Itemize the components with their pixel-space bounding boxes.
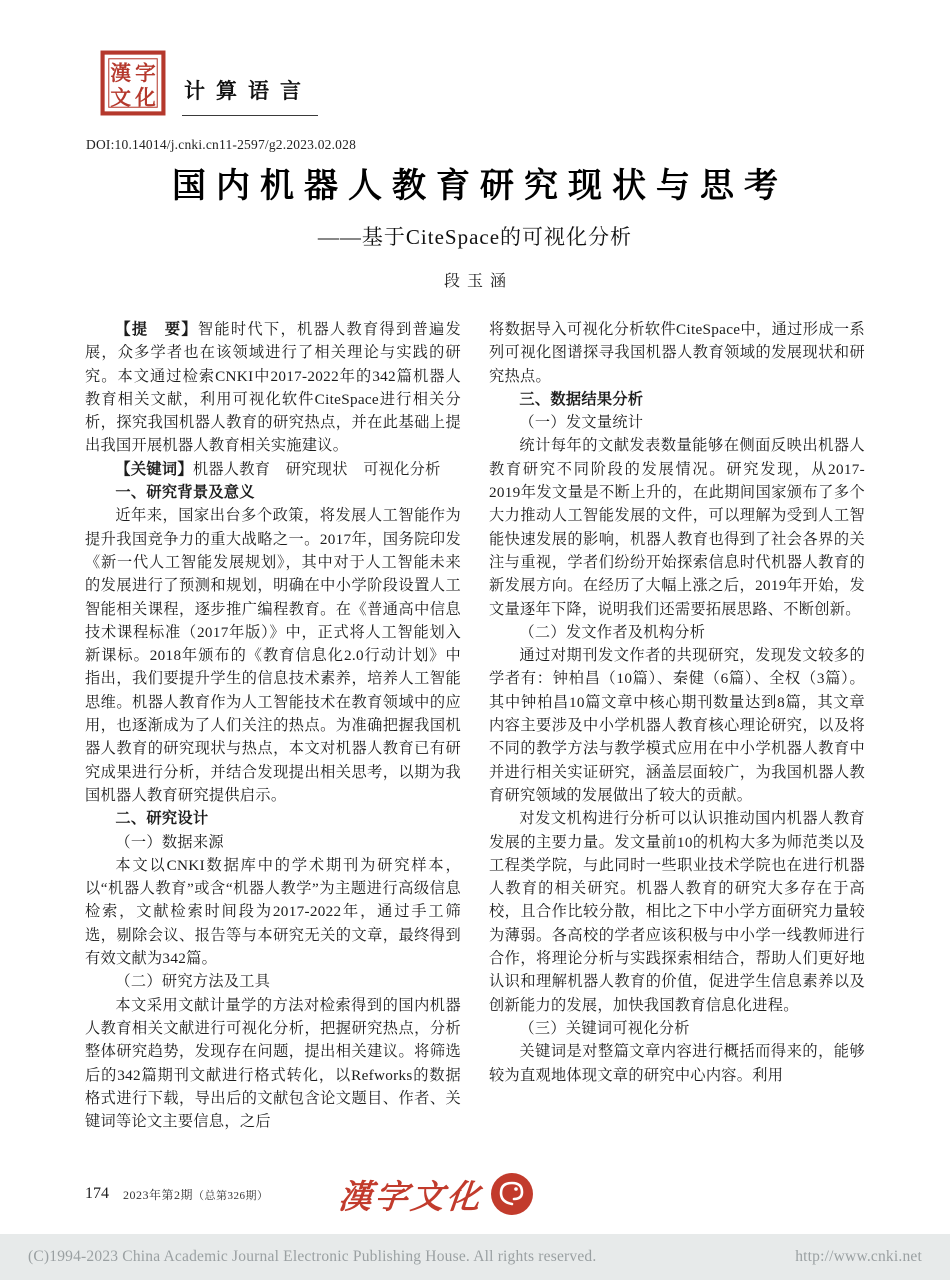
subsection-heading-2-1: （一）数据来源 xyxy=(115,833,224,851)
abstract-label: 【提 要】 xyxy=(115,321,198,338)
svg-text:化: 化 xyxy=(135,87,156,110)
section-heading-1: 一、研究背景及意义 xyxy=(115,484,255,502)
paragraph: 本文采用文献计量学的方法对检索得到的国内机器人教育相关文献进行可视化分析，把握研究热点，分析整体研究趋势，发现存在问题，提出相关建议。将筛选后的342篇期刊文献进行格式转化，以Refworks的数据格式进行下载，导出后的文献包含论文题目、作者、关键词等论文主要信息，之后 xyxy=(85,996,461,1131)
issue-label: 2023年第2期 xyxy=(123,1187,194,1202)
article-body xyxy=(85,318,865,1133)
section-heading-2: 二、研究设计 xyxy=(115,810,209,828)
title-block xyxy=(0,166,950,291)
journal-masthead xyxy=(100,50,318,116)
copyright-bar xyxy=(0,1234,950,1280)
svg-text:文: 文 xyxy=(110,87,131,110)
paragraph: 对发文机构进行分析可以认识推动国内机器人教育发展的主要力量。发文量前10的机构大多为师范类以及工程类学院，与此同时一些职业技术学院也在进行机器人教育的相关研究。机器人教育的研究大多存在于高校，且合作比较分散，相比之下中小学方面研究力量较为薄弱。各高校的学者应该积极与中小学一线教师进行合作，将理论分析与实践探索相结合，帮助人们更好地认识和理解机器人教育的价值，促进学生信息素养以及创新能力的发展，加快我国教育信息化进程。 xyxy=(489,810,865,1014)
svg-text:漢: 漢 xyxy=(110,62,131,85)
journal-stamp-icon xyxy=(489,1171,535,1217)
journal-seal-icon xyxy=(100,50,166,116)
page-footer xyxy=(85,1168,865,1220)
section-heading-3: 三、数据结果分析 xyxy=(519,390,644,408)
keywords-label: 【关键词】 xyxy=(115,460,193,478)
paragraph: 本文以CNKI数据库中的学术期刊为研究样本，以“机器人教育”或含“机器人教学”为主题进行高级信息检索，文献检索时间段为2017-2022年，通过手工筛选，剔除会议、报告等与本研究无关的文章，最终得到有效文献为342篇。 xyxy=(85,856,461,968)
keywords-text: 机器人教育 研究现状 可视化分析 xyxy=(192,460,441,478)
paragraph: 通过对期刊发文作者的共现研究，发现发文较多的学者有：钟柏昌（10篇）、秦健（6篇）、全权（3篇）。其中钟柏昌10篇文章中核心期刊数量达到8篇，其文章内容主要涉及中小学机器人教育核心理论研究，以及将不同的教学方法与教学模式应用在中小学机器人教育中并进行相关实证研究，涵盖层面较广，为我国机器人教育研究领域的发展做出了较大的贡献。 xyxy=(489,647,865,804)
right-column xyxy=(489,318,865,1133)
left-column xyxy=(85,318,461,1133)
article-author: 段玉涵 xyxy=(443,273,513,290)
copyright-text: (C)1994-2023 China Academic Journal Electronic Publishing House. All rights reserved. xyxy=(28,1248,597,1265)
abstract-text: 智能时代下，机器人教育得到普遍发展，众多学者也在该领域进行了相关理论与实践的研究。本文通过检索CNKI中2017-2022年的342篇机器人教育相关文献，利用可视化软件CiteSpace进行相关分析，探究我国机器人教育的研究热点，并在此基础上提出我国开展机器人教育相关实施建议。 xyxy=(85,321,461,455)
paragraph-continuation: 将数据导入可视化分析软件CiteSpace中，通过形成一系列可视化图谱探寻我国机器人教育领域的发展现状和研究热点。 xyxy=(489,321,865,385)
subsection-heading-3-3: （三）关键词可视化分析 xyxy=(519,1019,690,1037)
issue-total-label: （总第326期） xyxy=(193,1189,269,1202)
keywords xyxy=(85,458,461,481)
column-category-label: 计算语言 xyxy=(184,79,312,103)
doi-text: DOI:10.14014/j.cnki.cn11-2597/g2.2023.02.028 xyxy=(86,137,357,152)
abstract xyxy=(85,318,461,458)
cnki-url[interactable]: http://www.cnki.net xyxy=(795,1248,922,1265)
subsection-heading-3-1: （一）发文量统计 xyxy=(519,414,644,432)
issue-info xyxy=(123,1186,269,1203)
subsection-heading-2-2: （二）研究方法及工具 xyxy=(115,973,271,991)
article-title: 国内机器人教育研究现状与思考 xyxy=(172,168,788,205)
page-number: 174 xyxy=(85,1185,109,1202)
column-category xyxy=(182,75,318,116)
svg-text:字: 字 xyxy=(135,62,156,85)
subsection-heading-3-2: （二）发文作者及机构分析 xyxy=(519,623,706,641)
paragraph: 近年来，国家出台多个政策，将发展人工智能作为提升我国竞争力的重大战略之一。2017年，国务院印发《新一代人工智能发展规划》，其中对于人工智能未来的发展进行了预测和规划，明确在中小学阶段设置人工智能相关课程，逐步推广编程教育。在《普通高中信息技术课程标准（2017年版）》中，正式将人工智能划入新课标。2018年颁布的《教育信息化2.0行动计划》中指出，我们要提升学生的信息技术素养，培养人工智能思维。机器人教育作为人工智能技术在教育领域中的应用，也逐渐成为了人们关注的热点。为准确把握我国机器人教育的研究现状与热点，本文对机器人教育已有研究成果进行分析，并结合发现提出相关思考，以期为我国机器人教育研究提供启示。 xyxy=(85,507,461,804)
paragraph: 统计每年的文献发表数量能够在侧面反映出机器人教育研究不同阶段的发展情况。研究发现，从2017-2019年发文量是不断上升的，在此期间国家颁布了多个大力推动人工智能发展的文件，可以理解为受到人工智能快速发展的影响，机器人教育也得到了社会各界的关注与重视，学者们纷纷开始探索信息时代机器人教育的新发展方向。在经历了大幅上涨之后，2019年开始，发文量逐年下降，说明我们还需要拓展思路、不断创新。 xyxy=(489,437,865,618)
journal-logo xyxy=(336,1171,535,1218)
article-subtitle: ——基于CiteSpace的可视化分析 xyxy=(317,225,633,249)
journal-name-calligraphy: 漢字文化 xyxy=(336,1176,485,1216)
paragraph: 关键词是对整篇文章内容进行概括而得来的，能够较为直观地体现文章的研究中心内容。利用 xyxy=(489,1043,865,1084)
